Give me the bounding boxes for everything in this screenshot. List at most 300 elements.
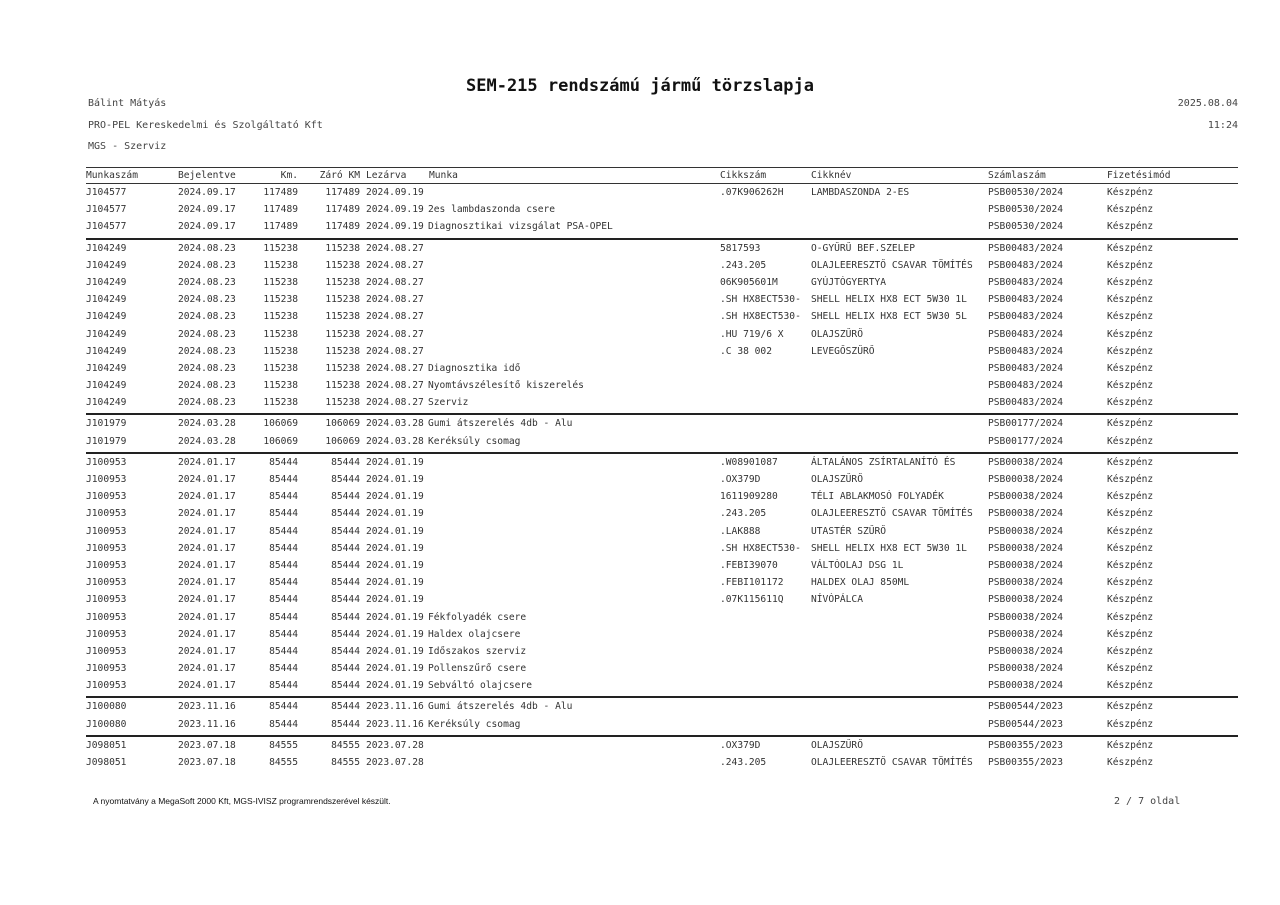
table-row bbox=[86, 394, 1238, 411]
reported-date-cell: 2024.01.17 bbox=[178, 525, 236, 537]
km-cell: 85444 bbox=[269, 525, 298, 537]
table-row bbox=[86, 218, 1238, 235]
work-description-cell: Gumi átszerelés 4db - Alu bbox=[428, 701, 573, 713]
column-header-work-description: Munka bbox=[429, 170, 458, 181]
invoice-number-cell: PSB00355/2023 bbox=[988, 757, 1064, 768]
closed-date-cell: 2024.01.19 bbox=[366, 559, 424, 571]
km-cell: 117489 bbox=[263, 187, 298, 198]
reported-date-cell: 2024.01.17 bbox=[178, 645, 236, 657]
closing-km-cell: 115238 bbox=[325, 380, 360, 392]
closing-km-cell: 115238 bbox=[325, 276, 360, 288]
table-row bbox=[86, 415, 1238, 432]
software-note: A nyomtatvány a MegaSoft 2000 Kft, MGS-IVISZ programrendszerével készült. bbox=[93, 796, 391, 806]
payment-method-cell: Készpénz bbox=[1107, 542, 1154, 554]
km-cell: 85444 bbox=[269, 577, 298, 589]
part-number-cell: .OX379D bbox=[720, 739, 761, 751]
closed-date-cell: 2024.08.27 bbox=[366, 276, 424, 288]
closing-km-cell: 85444 bbox=[331, 577, 360, 589]
reported-date-cell: 2024.08.23 bbox=[178, 276, 236, 288]
invoice-number-cell: PSB00544/2023 bbox=[988, 718, 1064, 730]
invoice-number-cell: PSB00530/2024 bbox=[988, 221, 1064, 233]
part-name-cell: NÍVÓPÁLCA bbox=[811, 594, 863, 606]
invoice-number-cell: PSB00544/2023 bbox=[988, 701, 1064, 713]
table-row bbox=[86, 433, 1238, 450]
table-row bbox=[86, 257, 1238, 274]
closed-date-cell: 2024.09.19 bbox=[366, 221, 424, 233]
payment-method-cell: Készpénz bbox=[1107, 508, 1154, 520]
km-cell: 115238 bbox=[263, 380, 298, 392]
column-header-payment-method: Fizetésimód bbox=[1107, 170, 1171, 181]
invoice-number-cell: PSB00038/2024 bbox=[988, 474, 1064, 485]
column-header-invoice-number: Számlaszám bbox=[988, 170, 1046, 181]
payment-method-cell: Készpénz bbox=[1107, 397, 1154, 409]
payment-method-cell: Készpénz bbox=[1107, 294, 1154, 306]
km-cell: 85444 bbox=[269, 701, 298, 713]
work-order-number-cell: J104249 bbox=[86, 294, 127, 306]
part-number-cell: .SH HX8ECT530- bbox=[720, 311, 801, 323]
table-row bbox=[86, 326, 1238, 343]
invoice-number-cell: PSB00530/2024 bbox=[988, 204, 1064, 216]
closed-date-cell: 2024.01.19 bbox=[366, 663, 424, 675]
closed-date-cell: 2024.01.19 bbox=[366, 525, 424, 537]
closed-date-cell: 2024.01.19 bbox=[366, 491, 424, 503]
table-row bbox=[86, 540, 1238, 557]
work-order-number-cell: J101979 bbox=[86, 435, 127, 447]
payment-method-cell: Készpénz bbox=[1107, 525, 1154, 537]
part-number-cell: .LAK888 bbox=[720, 525, 761, 537]
table-row bbox=[86, 201, 1238, 218]
invoice-number-cell: PSB00483/2024 bbox=[988, 294, 1064, 306]
table-row bbox=[86, 609, 1238, 626]
work-order-number-cell: J104249 bbox=[86, 397, 127, 409]
reported-date-cell: 2024.08.23 bbox=[178, 242, 236, 254]
reported-date-cell: 2024.09.17 bbox=[178, 204, 236, 216]
closing-km-cell: 85444 bbox=[331, 628, 360, 640]
km-cell: 117489 bbox=[263, 221, 298, 233]
part-number-cell: .C 38 002 bbox=[720, 345, 772, 357]
work-order-number-cell: J100953 bbox=[86, 577, 127, 589]
invoice-number-cell: PSB00355/2023 bbox=[988, 739, 1064, 751]
km-cell: 85444 bbox=[269, 474, 298, 485]
reported-date-cell: 2023.07.18 bbox=[178, 757, 236, 768]
work-order-number-cell: J100953 bbox=[86, 680, 127, 692]
closing-km-cell: 117489 bbox=[325, 187, 360, 198]
part-number-cell: .FEBI39070 bbox=[720, 559, 778, 571]
payment-method-cell: Készpénz bbox=[1107, 645, 1154, 657]
part-name-cell: SHELL HELIX HX8 ECT 5W30 1L bbox=[811, 542, 967, 554]
part-number-cell: .HU 719/6 X bbox=[720, 328, 784, 340]
print-time: 11:24 bbox=[1207, 120, 1238, 131]
part-number-cell: .07K906262H bbox=[720, 187, 784, 198]
reported-date-cell: 2024.01.17 bbox=[178, 663, 236, 675]
reported-date-cell: 2024.03.28 bbox=[178, 435, 236, 447]
work-order-number-cell: J104249 bbox=[86, 345, 127, 357]
invoice-number-cell: PSB00038/2024 bbox=[988, 559, 1064, 571]
work-order-number-cell: J100080 bbox=[86, 718, 127, 730]
reported-date-cell: 2024.08.23 bbox=[178, 294, 236, 306]
payment-method-cell: Készpénz bbox=[1107, 680, 1154, 692]
payment-method-cell: Készpénz bbox=[1107, 418, 1154, 430]
table-row bbox=[86, 643, 1238, 660]
payment-method-cell: Készpénz bbox=[1107, 491, 1154, 503]
print-date: 2025.08.04 bbox=[1177, 98, 1238, 109]
reported-date-cell: 2024.08.23 bbox=[178, 328, 236, 340]
part-number-cell: .OX379D bbox=[720, 474, 761, 485]
work-order-number-cell: J104577 bbox=[86, 221, 127, 233]
closing-km-cell: 85444 bbox=[331, 701, 360, 713]
km-cell: 85444 bbox=[269, 611, 298, 623]
table-row bbox=[86, 626, 1238, 643]
closing-km-cell: 85444 bbox=[331, 680, 360, 692]
table-row bbox=[86, 523, 1238, 540]
closed-date-cell: 2024.08.27 bbox=[366, 397, 424, 409]
km-cell: 85444 bbox=[269, 680, 298, 692]
work-order-number-cell: J100953 bbox=[86, 542, 127, 554]
work-description-cell: Szerviz bbox=[428, 397, 469, 409]
payment-method-cell: Készpénz bbox=[1107, 259, 1154, 271]
payment-method-cell: Készpénz bbox=[1107, 242, 1154, 254]
payment-method-cell: Készpénz bbox=[1107, 276, 1154, 288]
reported-date-cell: 2023.11.16 bbox=[178, 718, 236, 730]
invoice-number-cell: PSB00038/2024 bbox=[988, 577, 1064, 589]
closing-km-cell: 106069 bbox=[325, 418, 360, 430]
invoice-number-cell: PSB00038/2024 bbox=[988, 663, 1064, 675]
reported-date-cell: 2024.08.23 bbox=[178, 345, 236, 357]
closed-date-cell: 2024.01.19 bbox=[366, 594, 424, 606]
closing-km-cell: 85444 bbox=[331, 542, 360, 554]
km-cell: 115238 bbox=[263, 345, 298, 357]
service-history-table bbox=[86, 167, 1238, 771]
closed-date-cell: 2024.08.27 bbox=[366, 259, 424, 271]
invoice-number-cell: PSB00483/2024 bbox=[988, 242, 1064, 254]
closed-date-cell: 2023.07.28 bbox=[366, 739, 424, 751]
closing-km-cell: 84555 bbox=[331, 739, 360, 751]
work-order-number-cell: J100080 bbox=[86, 701, 127, 713]
table-body bbox=[86, 184, 1238, 771]
payment-method-cell: Készpénz bbox=[1107, 380, 1154, 392]
work-order-number-cell: J100953 bbox=[86, 628, 127, 640]
invoice-number-cell: PSB00483/2024 bbox=[988, 362, 1064, 374]
closed-date-cell: 2024.01.19 bbox=[366, 474, 424, 485]
column-header-work-order-number: Munkaszám bbox=[86, 170, 138, 181]
work-description-cell: Nyomtávszélesítő kiszerelés bbox=[428, 380, 584, 392]
table-row bbox=[86, 698, 1238, 715]
part-name-cell: OLAJLEERESZTŐ CSAVAR TÖMÍTÉS bbox=[811, 508, 973, 520]
closing-km-cell: 117489 bbox=[325, 221, 360, 233]
payment-method-cell: Készpénz bbox=[1107, 739, 1154, 751]
part-number-cell: 06K905601M bbox=[720, 276, 778, 288]
closing-km-cell: 85444 bbox=[331, 645, 360, 657]
table-row bbox=[86, 660, 1238, 677]
closing-km-cell: 115238 bbox=[325, 328, 360, 340]
closing-km-cell: 115238 bbox=[325, 397, 360, 409]
invoice-number-cell: PSB00038/2024 bbox=[988, 542, 1064, 554]
page-number: 2 / 7 oldal bbox=[1114, 796, 1181, 807]
km-cell: 115238 bbox=[263, 311, 298, 323]
work-order-number-cell: J100953 bbox=[86, 611, 127, 623]
owner-name: Bálint Mátyás bbox=[88, 98, 167, 109]
table-row bbox=[86, 754, 1238, 771]
work-order-number-cell: J104577 bbox=[86, 187, 127, 198]
work-description-cell: Fékfolyadék csere bbox=[428, 611, 527, 623]
reported-date-cell: 2024.01.17 bbox=[178, 594, 236, 606]
part-name-cell: OLAJLEERESZTŐ CSAVAR TÖMÍTÉS bbox=[811, 757, 973, 768]
invoice-number-cell: PSB00038/2024 bbox=[988, 628, 1064, 640]
payment-method-cell: Készpénz bbox=[1107, 663, 1154, 675]
closed-date-cell: 2024.01.19 bbox=[366, 456, 424, 468]
work-order-number-cell: J100953 bbox=[86, 663, 127, 675]
payment-method-cell: Készpénz bbox=[1107, 345, 1154, 357]
table-header bbox=[86, 167, 1238, 184]
reported-date-cell: 2024.08.23 bbox=[178, 397, 236, 409]
closing-km-cell: 85444 bbox=[331, 559, 360, 571]
part-number-cell: 5817593 bbox=[720, 242, 761, 254]
closed-date-cell: 2024.01.19 bbox=[366, 508, 424, 520]
closed-date-cell: 2024.01.19 bbox=[366, 611, 424, 623]
closed-date-cell: 2024.01.19 bbox=[366, 542, 424, 554]
table-row bbox=[86, 274, 1238, 291]
work-order-number-cell: J104249 bbox=[86, 328, 127, 340]
work-description-cell: Diagnosztikai vizsgálat PSA-OPEL bbox=[428, 221, 613, 233]
km-cell: 106069 bbox=[263, 418, 298, 430]
km-cell: 115238 bbox=[263, 276, 298, 288]
closed-date-cell: 2024.08.27 bbox=[366, 380, 424, 392]
invoice-number-cell: PSB00483/2024 bbox=[988, 328, 1064, 340]
work-order-number-cell: J100953 bbox=[86, 645, 127, 657]
km-cell: 85444 bbox=[269, 663, 298, 675]
work-order-number-cell: J100953 bbox=[86, 456, 127, 468]
closing-km-cell: 117489 bbox=[325, 204, 360, 216]
department-name: MGS - Szerviz bbox=[88, 141, 167, 152]
km-cell: 85444 bbox=[269, 559, 298, 571]
work-order-number-cell: J104249 bbox=[86, 380, 127, 392]
payment-method-cell: Készpénz bbox=[1107, 435, 1154, 447]
km-cell: 115238 bbox=[263, 397, 298, 409]
table-row bbox=[86, 377, 1238, 394]
invoice-number-cell: PSB00038/2024 bbox=[988, 525, 1064, 537]
closing-km-cell: 85444 bbox=[331, 611, 360, 623]
km-cell: 115238 bbox=[263, 294, 298, 306]
part-number-cell: .SH HX8ECT530- bbox=[720, 542, 801, 554]
reported-date-cell: 2024.01.17 bbox=[178, 559, 236, 571]
work-description-cell: Keréksúly csomag bbox=[428, 435, 521, 447]
table-row bbox=[86, 471, 1238, 488]
part-name-cell: OLAJSZŰRŐ bbox=[811, 474, 863, 485]
closed-date-cell: 2024.03.28 bbox=[366, 418, 424, 430]
payment-method-cell: Készpénz bbox=[1107, 362, 1154, 374]
reported-date-cell: 2024.08.23 bbox=[178, 311, 236, 323]
part-name-cell: TÉLI ABLAKMOSÓ FOLYADÉK bbox=[811, 491, 944, 503]
invoice-number-cell: PSB00483/2024 bbox=[988, 380, 1064, 392]
invoice-number-cell: PSB00177/2024 bbox=[988, 418, 1064, 430]
column-header-closed-date: Lezárva bbox=[366, 170, 407, 181]
reported-date-cell: 2024.01.17 bbox=[178, 542, 236, 554]
km-cell: 85444 bbox=[269, 718, 298, 730]
work-order-number-cell: J100953 bbox=[86, 559, 127, 571]
part-name-cell: UTASTÉR SZŰRŐ bbox=[811, 525, 887, 537]
part-name-cell: ÁLTALÁNOS ZSÍRTALANÍTÓ ÉS bbox=[811, 456, 956, 468]
work-order-number-cell: J100953 bbox=[86, 508, 127, 520]
work-description-cell: Pollenszűrő csere bbox=[428, 663, 527, 675]
invoice-number-cell: PSB00483/2024 bbox=[988, 276, 1064, 288]
closing-km-cell: 85444 bbox=[331, 663, 360, 675]
table-row bbox=[86, 557, 1238, 574]
reported-date-cell: 2024.01.17 bbox=[178, 508, 236, 520]
closing-km-cell: 115238 bbox=[325, 345, 360, 357]
table-row bbox=[86, 343, 1238, 360]
work-order-number-cell: J104249 bbox=[86, 242, 127, 254]
payment-method-cell: Készpénz bbox=[1107, 701, 1154, 713]
closing-km-cell: 115238 bbox=[325, 294, 360, 306]
km-cell: 85444 bbox=[269, 628, 298, 640]
table-row bbox=[86, 184, 1238, 201]
work-order-number-cell: J101979 bbox=[86, 418, 127, 430]
closed-date-cell: 2023.07.28 bbox=[366, 757, 424, 768]
payment-method-cell: Készpénz bbox=[1107, 474, 1154, 485]
payment-method-cell: Készpénz bbox=[1107, 611, 1154, 623]
closing-km-cell: 85444 bbox=[331, 474, 360, 485]
km-cell: 117489 bbox=[263, 204, 298, 216]
payment-method-cell: Készpénz bbox=[1107, 594, 1154, 606]
reported-date-cell: 2024.08.23 bbox=[178, 259, 236, 271]
closed-date-cell: 2023.11.16 bbox=[366, 701, 424, 713]
work-order-number-cell: J100953 bbox=[86, 594, 127, 606]
closed-date-cell: 2024.08.27 bbox=[366, 328, 424, 340]
part-number-cell: .243.205 bbox=[720, 259, 767, 271]
km-cell: 85444 bbox=[269, 645, 298, 657]
closing-km-cell: 85444 bbox=[331, 525, 360, 537]
invoice-number-cell: PSB00038/2024 bbox=[988, 594, 1064, 606]
part-number-cell: .W08901087 bbox=[720, 456, 778, 468]
table-row bbox=[86, 240, 1238, 257]
payment-method-cell: Készpénz bbox=[1107, 757, 1154, 768]
work-description-cell: Sebváltó olajcsere bbox=[428, 680, 532, 692]
km-cell: 115238 bbox=[263, 259, 298, 271]
invoice-number-cell: PSB00038/2024 bbox=[988, 456, 1064, 468]
part-name-cell: SHELL HELIX HX8 ECT 5W30 1L bbox=[811, 294, 967, 306]
closed-date-cell: 2024.01.19 bbox=[366, 645, 424, 657]
company-name: PRO-PEL Kereskedelmi és Szolgáltató Kft bbox=[88, 120, 323, 131]
payment-method-cell: Készpénz bbox=[1107, 187, 1154, 198]
column-header-reported-date: Bejelentve bbox=[178, 170, 236, 181]
work-order-number-cell: J104249 bbox=[86, 311, 127, 323]
km-cell: 85444 bbox=[269, 594, 298, 606]
invoice-number-cell: PSB00038/2024 bbox=[988, 491, 1064, 503]
table-row bbox=[86, 737, 1238, 754]
work-order-number-cell: J100953 bbox=[86, 474, 127, 485]
closed-date-cell: 2024.01.19 bbox=[366, 577, 424, 589]
km-cell: 106069 bbox=[263, 435, 298, 447]
closing-km-cell: 84555 bbox=[331, 757, 360, 768]
payment-method-cell: Készpénz bbox=[1107, 311, 1154, 323]
invoice-number-cell: PSB00038/2024 bbox=[988, 508, 1064, 520]
km-cell: 115238 bbox=[263, 242, 298, 254]
reported-date-cell: 2024.09.17 bbox=[178, 221, 236, 233]
reported-date-cell: 2024.09.17 bbox=[178, 187, 236, 198]
work-order-number-cell: J104249 bbox=[86, 276, 127, 288]
closed-date-cell: 2024.09.19 bbox=[366, 204, 424, 216]
column-header-km: Km. bbox=[280, 170, 298, 181]
page-title: SEM-215 rendszámú jármű törzslapja bbox=[466, 76, 814, 96]
payment-method-cell: Készpénz bbox=[1107, 456, 1154, 468]
km-cell: 115238 bbox=[263, 362, 298, 374]
table-row bbox=[86, 591, 1238, 608]
closed-date-cell: 2023.11.16 bbox=[366, 718, 424, 730]
km-cell: 85444 bbox=[269, 508, 298, 520]
km-cell: 85444 bbox=[269, 491, 298, 503]
invoice-number-cell: PSB00038/2024 bbox=[988, 645, 1064, 657]
column-header-part-number: Cikkszám bbox=[720, 170, 767, 181]
reported-date-cell: 2024.03.28 bbox=[178, 418, 236, 430]
payment-method-cell: Készpénz bbox=[1107, 328, 1154, 340]
table-row bbox=[86, 454, 1238, 471]
work-description-cell: Diagnosztika idő bbox=[428, 362, 521, 374]
part-name-cell: SHELL HELIX HX8 ECT 5W30 5L bbox=[811, 311, 967, 323]
part-name-cell: LAMBDASZONDA 2-ES bbox=[811, 187, 910, 198]
work-description-cell: Gumi átszerelés 4db - Alu bbox=[428, 418, 573, 430]
reported-date-cell: 2024.08.23 bbox=[178, 380, 236, 392]
reported-date-cell: 2024.01.17 bbox=[178, 680, 236, 692]
closing-km-cell: 115238 bbox=[325, 242, 360, 254]
table-row bbox=[86, 291, 1238, 308]
reported-date-cell: 2024.01.17 bbox=[178, 456, 236, 468]
closed-date-cell: 2024.03.28 bbox=[366, 435, 424, 447]
column-header-closing-km: Záró KM bbox=[319, 170, 360, 181]
km-cell: 85444 bbox=[269, 542, 298, 554]
work-description-cell: Haldex olajcsere bbox=[428, 628, 521, 640]
work-description-cell: Időszakos szerviz bbox=[428, 645, 527, 657]
part-name-cell: VÁLTÓOLAJ DSG 1L bbox=[811, 559, 904, 571]
work-order-number-cell: J104249 bbox=[86, 362, 127, 374]
table-row bbox=[86, 716, 1238, 733]
closing-km-cell: 85444 bbox=[331, 718, 360, 730]
reported-date-cell: 2024.01.17 bbox=[178, 628, 236, 640]
work-order-number-cell: J100953 bbox=[86, 491, 127, 503]
reported-date-cell: 2024.08.23 bbox=[178, 362, 236, 374]
work-order-number-cell: J100953 bbox=[86, 525, 127, 537]
closed-date-cell: 2024.08.27 bbox=[366, 362, 424, 374]
closing-km-cell: 85444 bbox=[331, 594, 360, 606]
part-number-cell: .SH HX8ECT530- bbox=[720, 294, 801, 306]
closed-date-cell: 2024.01.19 bbox=[366, 628, 424, 640]
closing-km-cell: 115238 bbox=[325, 311, 360, 323]
part-number-cell: .07K115611Q bbox=[720, 594, 784, 606]
closing-km-cell: 85444 bbox=[331, 491, 360, 503]
payment-method-cell: Készpénz bbox=[1107, 559, 1154, 571]
invoice-number-cell: PSB00038/2024 bbox=[988, 611, 1064, 623]
invoice-number-cell: PSB00483/2024 bbox=[988, 397, 1064, 409]
part-number-cell: .243.205 bbox=[720, 757, 767, 768]
reported-date-cell: 2023.07.18 bbox=[178, 739, 236, 751]
work-order-number-cell: J104249 bbox=[86, 259, 127, 271]
part-number-cell: .243.205 bbox=[720, 508, 767, 520]
work-order-number-cell: J104577 bbox=[86, 204, 127, 216]
closed-date-cell: 2024.01.19 bbox=[366, 680, 424, 692]
part-name-cell: HALDEX OLAJ 850ML bbox=[811, 577, 910, 589]
table-row bbox=[86, 360, 1238, 377]
closed-date-cell: 2024.08.27 bbox=[366, 294, 424, 306]
closing-km-cell: 85444 bbox=[331, 456, 360, 468]
reported-date-cell: 2024.01.17 bbox=[178, 491, 236, 503]
part-name-cell: OLAJLEERESZTŐ CSAVAR TÖMÍTÉS bbox=[811, 259, 973, 271]
invoice-number-cell: PSB00483/2024 bbox=[988, 259, 1064, 271]
km-cell: 84555 bbox=[269, 757, 298, 768]
invoice-number-cell: PSB00483/2024 bbox=[988, 311, 1064, 323]
km-cell: 115238 bbox=[263, 328, 298, 340]
invoice-number-cell: PSB00177/2024 bbox=[988, 435, 1064, 447]
payment-method-cell: Készpénz bbox=[1107, 204, 1154, 216]
column-header-part-name: Cikknév bbox=[811, 170, 852, 181]
